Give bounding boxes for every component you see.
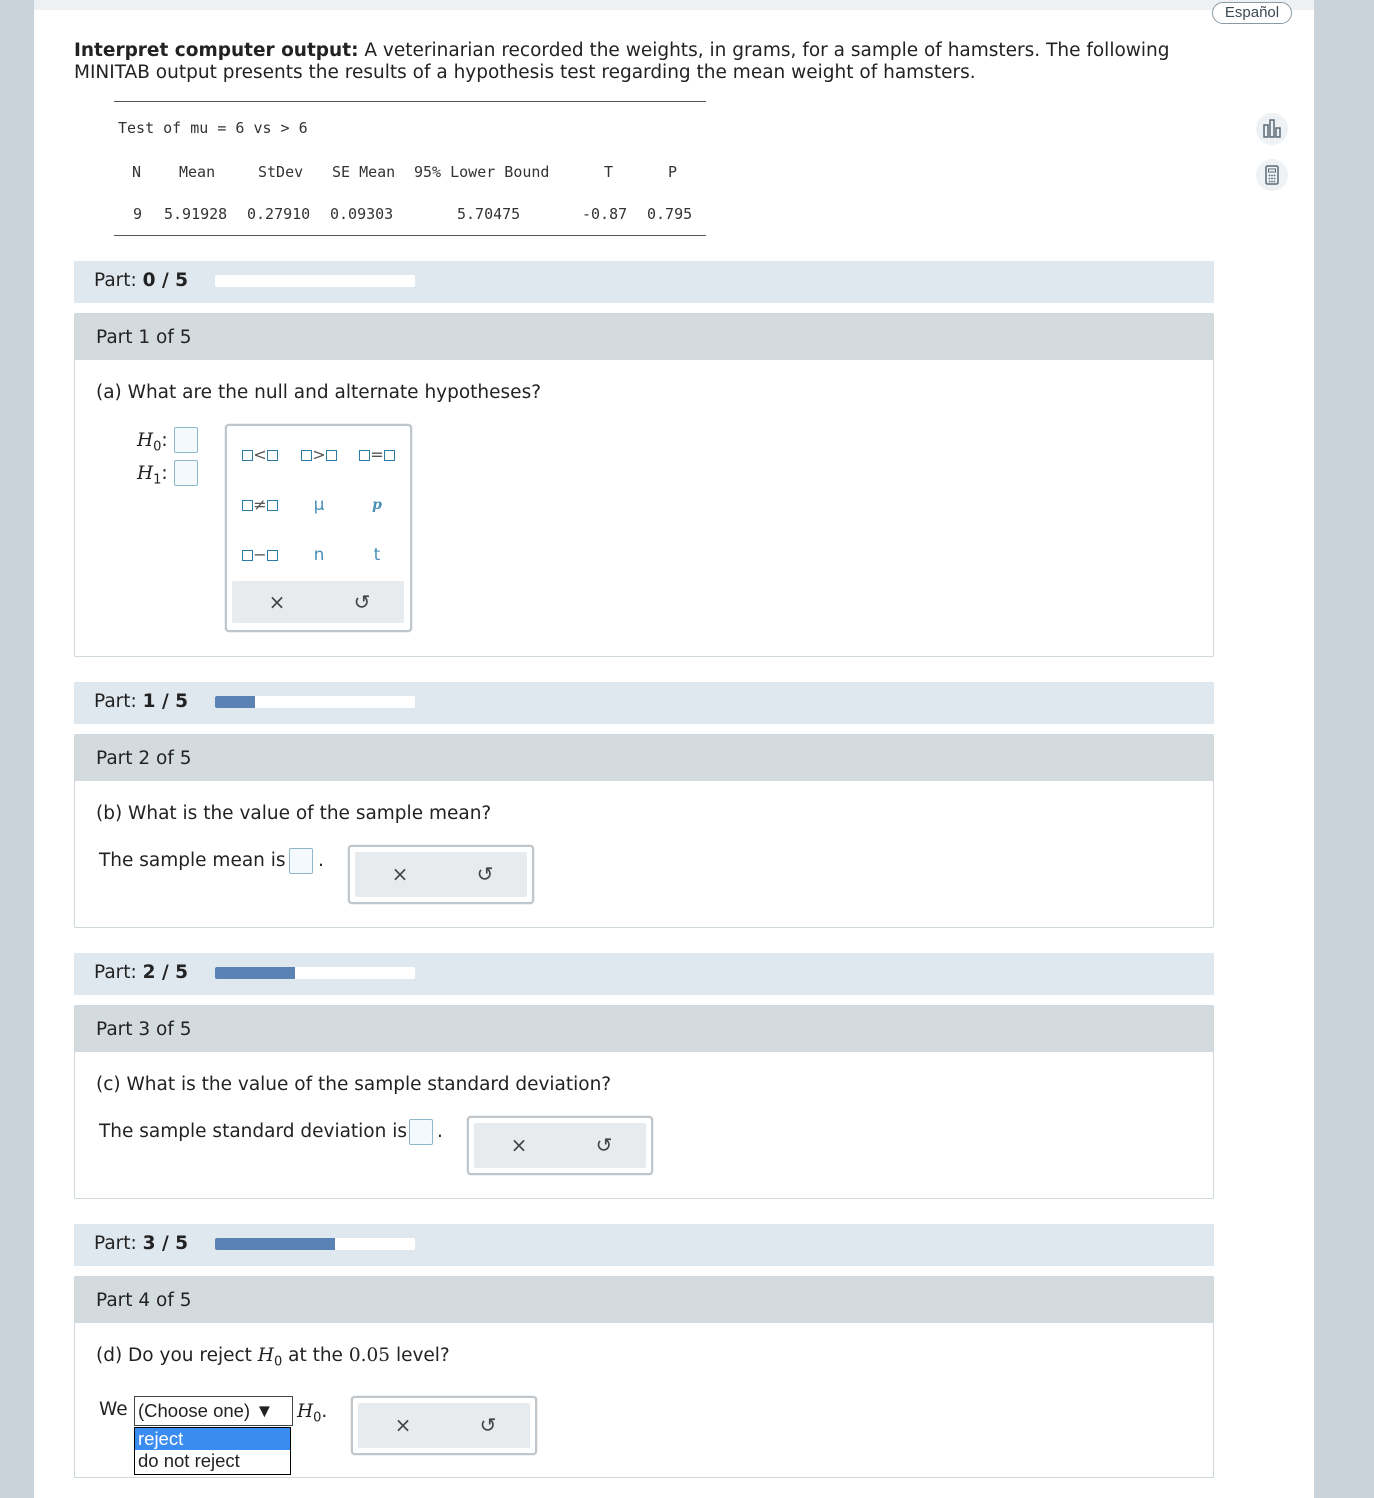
equals-button[interactable]: = — [352, 440, 402, 470]
t-button[interactable]: t — [373, 545, 381, 565]
problem-intro — [74, 40, 1174, 84]
part-progress — [74, 1224, 1214, 1266]
part-1-question: (a) What are the null and alternate hypotheses? — [96, 382, 542, 403]
part-progress — [74, 682, 1214, 724]
undo-button[interactable]: ↺ — [353, 590, 371, 614]
answer-palette — [351, 1396, 537, 1455]
not-equal-button[interactable]: ≠ — [235, 490, 285, 520]
sample-sd-period: . — [437, 1121, 443, 1142]
progress-bar — [215, 275, 415, 287]
undo-button[interactable]: ↺ — [479, 1413, 497, 1437]
header-stdev: StDev — [258, 163, 304, 181]
part-3-header — [75, 1006, 1213, 1052]
reject-dropdown[interactable]: (Choose one) ▼ — [134, 1396, 293, 1426]
progress-label: Part: — [94, 962, 137, 983]
sample-mean-period: . — [318, 850, 324, 871]
answer-palette — [467, 1116, 653, 1175]
progress-bar — [215, 967, 415, 979]
mu-button[interactable]: μ — [313, 495, 325, 515]
value-lower-bound: 5.70475 — [457, 205, 521, 223]
part-3-card — [74, 1005, 1214, 1199]
progress-value: 3 / 5 — [142, 1233, 189, 1254]
part-2-question: (b) What is the value of the sample mean? — [96, 803, 492, 824]
undo-button[interactable]: ↺ — [595, 1133, 613, 1157]
h0-input[interactable] — [174, 427, 198, 453]
option-reject[interactable]: reject — [135, 1428, 290, 1450]
progress-bar — [215, 696, 415, 708]
progress-bar — [215, 1238, 415, 1250]
progress-label: Part: — [94, 691, 137, 712]
intro-label: Interpret computer output: — [74, 40, 359, 61]
sample-sd-input[interactable] — [409, 1119, 433, 1145]
progress-value: 1 / 5 — [142, 691, 189, 712]
progress-label: Part: — [94, 270, 137, 291]
part-4-title: Part 4 of 5 — [96, 1290, 192, 1311]
part-1-header — [75, 314, 1213, 360]
value-se-mean: 0.09303 — [330, 205, 394, 223]
p-button[interactable]: p — [372, 497, 382, 513]
header-mean: Mean — [179, 163, 216, 181]
progress-fill — [215, 1238, 335, 1250]
n-button[interactable]: n — [313, 545, 325, 565]
progress-fill — [215, 696, 255, 708]
greater-than-button[interactable]: > — [294, 440, 344, 470]
top-bar — [34, 0, 1314, 10]
clear-button[interactable]: × — [391, 862, 409, 886]
undo-button[interactable]: ↺ — [476, 862, 494, 886]
value-p: 0.795 — [647, 205, 693, 223]
calculator-icon[interactable] — [1256, 159, 1288, 191]
h1-label: $H_1$: — [137, 463, 168, 488]
progress-fill — [215, 967, 295, 979]
progress-value: 0 / 5 — [142, 270, 189, 291]
sample-sd-prompt: The sample standard deviation is — [99, 1121, 408, 1142]
reject-dropdown-options — [134, 1427, 291, 1475]
reject-h0-label: $H_0$. — [297, 1401, 328, 1426]
part-4-header — [75, 1277, 1213, 1323]
language-button[interactable]: Español — [1212, 2, 1292, 24]
header-n: N — [132, 163, 142, 181]
part-progress — [74, 261, 1214, 303]
value-n: 9 — [133, 205, 143, 223]
h1-input[interactable] — [174, 460, 198, 486]
reject-prompt: We — [99, 1399, 128, 1420]
test-line: Test of mu = 6 vs > 6 — [118, 119, 308, 137]
symbol-palette — [225, 424, 412, 632]
value-stdev: 0.27910 — [247, 205, 311, 223]
part-2-card — [74, 734, 1214, 928]
part-4-question: (d) Do you reject $H_0$ at the 0.05 level? — [96, 1345, 450, 1370]
sample-mean-input[interactable] — [289, 848, 313, 874]
intro-text: A veterinarian recorded the weights, in grams, for a sample of hamsters. The following MINITAB output presents the results of a hypothesis test regarding the mean weight of hamsters. — [74, 40, 1170, 83]
minitab-output — [114, 101, 706, 236]
value-t: -0.87 — [582, 205, 628, 223]
progress-value: 2 / 5 — [142, 962, 189, 983]
less-than-button[interactable]: < — [235, 440, 285, 470]
progress-label: Part: — [94, 1233, 137, 1254]
part-1-card — [74, 313, 1214, 657]
h0-label: $H_0$: — [137, 430, 168, 455]
part-2-title: Part 2 of 5 — [96, 748, 192, 769]
subtract-button[interactable]: − — [235, 540, 285, 570]
sample-mean-prompt: The sample mean is — [99, 850, 286, 871]
clear-button[interactable]: × — [394, 1413, 412, 1437]
value-mean: 5.91928 — [164, 205, 228, 223]
part-3-question: (c) What is the value of the sample standard deviation? — [96, 1074, 612, 1095]
header-se-mean: SE Mean — [332, 163, 396, 181]
header-lower-bound: 95% Lower Bound — [414, 163, 550, 181]
palette-actions — [232, 581, 404, 623]
bar-chart-icon[interactable] — [1256, 113, 1288, 145]
header-p: P — [668, 163, 678, 181]
page — [34, 0, 1314, 1498]
part-1-title: Part 1 of 5 — [96, 327, 192, 348]
answer-palette — [348, 845, 534, 904]
clear-button[interactable]: × — [268, 590, 286, 614]
header-t: T — [604, 163, 614, 181]
part-progress — [74, 953, 1214, 995]
part-2-header — [75, 735, 1213, 781]
clear-button[interactable]: × — [510, 1133, 528, 1157]
option-do-not-reject[interactable]: do not reject — [138, 1450, 240, 1471]
part-3-title: Part 3 of 5 — [96, 1019, 192, 1040]
